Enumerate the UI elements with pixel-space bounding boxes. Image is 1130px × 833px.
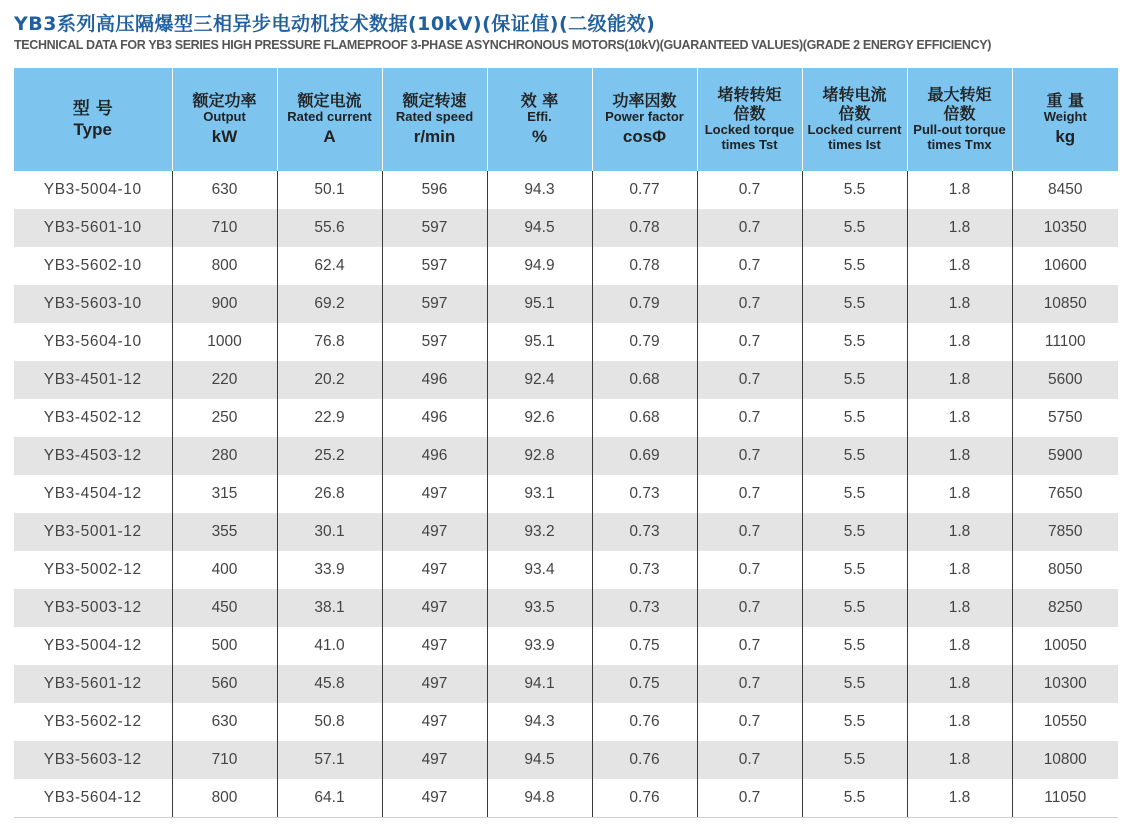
table-row (14, 665, 1118, 703)
header-type (14, 68, 172, 171)
cell-output: 630 (172, 703, 277, 741)
cell-efficiency: 92.6 (487, 399, 592, 437)
cell-weight: 10050 (1012, 627, 1118, 665)
cell-type: YB3-5004-10 (43, 181, 142, 198)
cell-locked-torque: 0.7 (697, 247, 802, 285)
cell-efficiency: 94.5 (487, 741, 592, 779)
cell-locked-torque: 0.7 (697, 209, 802, 247)
cell-pull-out-torque: 1.8 (907, 285, 1012, 323)
cell-power-factor: 0.79 (592, 285, 697, 323)
cell-type: YB3-5003-12 (14, 589, 172, 627)
cell-type: YB3-5002-12 (43, 561, 142, 578)
cell-rated-current: 62.4 (277, 247, 382, 285)
cell-locked-current: 5.5 (802, 209, 907, 247)
cell-rated-speed: 496 (382, 437, 487, 475)
cell-output: 800 (172, 247, 277, 285)
table-row (14, 779, 1118, 818)
cell-rated-current: 33.9 (277, 551, 382, 589)
header-unit: kW (211, 127, 238, 147)
cell-rated-current: 55.6 (277, 209, 382, 247)
cell-type: YB3-5001-12 (14, 513, 172, 551)
cell-locked-torque: 0.7 (697, 627, 802, 665)
cell-weight: 8250 (1012, 589, 1118, 627)
cell-type: YB3-5604-10 (43, 333, 142, 350)
header-label-en: Locked torque (704, 121, 795, 137)
cell-output: 500 (172, 627, 277, 665)
cell-pull-out-torque: 1.8 (907, 399, 1012, 437)
table-header-row (14, 68, 1118, 171)
cell-pull-out-torque: 1.8 (907, 437, 1012, 475)
cell-weight: 8050 (1012, 551, 1118, 589)
header-label-cn: 效 率 (520, 91, 559, 111)
header-label-en-2: times Tmx (927, 136, 992, 152)
cell-power-factor: 0.68 (592, 399, 697, 437)
header-label-cn: 堵转转矩 (717, 85, 782, 105)
cell-power-factor: 0.77 (592, 171, 697, 209)
table-row (14, 551, 1118, 589)
cell-locked-current: 5.5 (802, 513, 907, 551)
cell-locked-torque: 0.7 (697, 323, 802, 361)
cell-rated-current: 76.8 (277, 323, 382, 361)
table-row (14, 247, 1118, 285)
cell-weight: 10600 (1012, 247, 1118, 285)
cell-power-factor: 0.73 (592, 589, 697, 627)
cell-output: 900 (172, 285, 277, 323)
cell-power-factor: 0.73 (592, 551, 697, 589)
cell-rated-speed: 497 (382, 779, 487, 818)
cell-pull-out-torque: 1.8 (907, 323, 1012, 361)
cell-rated-speed: 597 (382, 323, 487, 361)
cell-pull-out-torque: 1.8 (907, 361, 1012, 399)
cell-locked-current: 5.5 (802, 627, 907, 665)
table-row (14, 589, 1118, 627)
header-label-cn-2: 倍数 (838, 103, 871, 123)
cell-efficiency: 95.1 (487, 285, 592, 323)
header-label-cn: 额定功率 (192, 91, 257, 111)
cell-power-factor: 0.76 (592, 703, 697, 741)
header-label-en: Output (203, 109, 246, 125)
cell-weight: 10300 (1012, 665, 1118, 703)
cell-rated-speed: 497 (382, 551, 487, 589)
header-efficiency (487, 68, 592, 171)
cell-efficiency: 93.5 (487, 589, 592, 627)
table-row (14, 323, 1118, 361)
cell-pull-out-torque: 1.8 (907, 475, 1012, 513)
table-row (14, 285, 1118, 323)
header-locked-torque (697, 68, 802, 171)
header-unit: % (531, 127, 548, 147)
header-unit: r/min (413, 127, 456, 147)
cell-efficiency: 94.1 (487, 665, 592, 703)
cell-efficiency: 92.4 (487, 361, 592, 399)
cell-weight: 11050 (1012, 779, 1118, 818)
technical-data-table (14, 68, 1118, 818)
cell-rated-speed: 497 (382, 627, 487, 665)
cell-rated-current: 20.2 (277, 361, 382, 399)
cell-power-factor: 0.78 (592, 247, 697, 285)
cell-rated-current: 41.0 (277, 627, 382, 665)
table-row (14, 513, 1118, 551)
cell-type: YB3-5601-12 (14, 665, 172, 703)
cell-rated-speed: 596 (382, 171, 487, 209)
cell-pull-out-torque: 1.8 (907, 703, 1012, 741)
cell-output: 220 (172, 361, 277, 399)
header-label-en: Effi. (527, 109, 552, 125)
cell-type: YB3-4504-12 (43, 485, 142, 502)
cell-locked-current: 5.5 (802, 285, 907, 323)
cell-efficiency: 94.8 (487, 779, 592, 818)
cell-pull-out-torque: 1.8 (907, 247, 1012, 285)
header-output (172, 68, 277, 171)
cell-power-factor: 0.75 (592, 665, 697, 703)
cell-output: 630 (172, 171, 277, 209)
cell-locked-current: 5.5 (802, 551, 907, 589)
cell-efficiency: 92.8 (487, 437, 592, 475)
header-rated-speed (382, 68, 487, 171)
cell-rated-current: 50.8 (277, 703, 382, 741)
cell-output: 315 (172, 475, 277, 513)
header-label-cn: 额定电流 (297, 91, 362, 111)
cell-power-factor: 0.78 (592, 209, 697, 247)
table-body (14, 171, 1118, 818)
header-label-cn-2: 倍数 (943, 103, 976, 123)
header-label-en: Locked current (807, 121, 902, 137)
cell-pull-out-torque: 1.8 (907, 551, 1012, 589)
cell-rated-current: 45.8 (277, 665, 382, 703)
cell-power-factor: 0.68 (592, 361, 697, 399)
header-power-factor (592, 68, 697, 171)
cell-pull-out-torque: 1.8 (907, 665, 1012, 703)
header-label-en: Weight (1043, 109, 1087, 125)
cell-efficiency: 93.2 (487, 513, 592, 551)
cell-type: YB3-4503-12 (14, 437, 172, 475)
cell-output: 560 (172, 665, 277, 703)
cell-type: YB3-4502-12 (43, 409, 142, 426)
cell-locked-current: 5.5 (802, 665, 907, 703)
cell-locked-current: 5.5 (802, 361, 907, 399)
cell-rated-current: 30.1 (277, 513, 382, 551)
cell-output: 355 (172, 513, 277, 551)
cell-locked-current: 5.5 (802, 171, 907, 209)
cell-rated-speed: 497 (382, 665, 487, 703)
cell-rated-speed: 497 (382, 513, 487, 551)
cell-type: YB3-5602-10 (43, 257, 142, 274)
cell-type: YB3-5603-10 (14, 285, 172, 323)
cell-weight: 5600 (1012, 361, 1118, 399)
cell-output: 710 (172, 741, 277, 779)
cell-weight: 5750 (1012, 399, 1118, 437)
cell-weight: 7650 (1012, 475, 1118, 513)
cell-pull-out-torque: 1.8 (907, 171, 1012, 209)
cell-power-factor: 0.69 (592, 437, 697, 475)
cell-locked-torque: 0.7 (697, 741, 802, 779)
cell-rated-speed: 497 (382, 589, 487, 627)
cell-output: 450 (172, 589, 277, 627)
header-weight (1012, 68, 1118, 171)
cell-efficiency: 94.5 (487, 209, 592, 247)
cell-power-factor: 0.73 (592, 513, 697, 551)
cell-locked-torque: 0.7 (697, 665, 802, 703)
cell-efficiency: 94.3 (487, 703, 592, 741)
header-rated-current (277, 68, 382, 171)
header-label-en: Rated speed (395, 109, 474, 125)
header-label-en: Power factor (605, 109, 684, 125)
cell-weight: 7850 (1012, 513, 1118, 551)
cell-power-factor: 0.75 (592, 627, 697, 665)
header-label-cn: 功率因数 (612, 91, 677, 111)
cell-locked-current: 5.5 (802, 399, 907, 437)
page-subtitle: TECHNICAL DATA FOR YB3 SERIES HIGH PRESSURE FLAMEPROOF 3-PHASE ASYNCHRONOUS MOTORS(10kV)(GUARANTEED VALUES)(GRADE 2 ENERGY EFFICIENCY) (14, 38, 992, 52)
header-label-en-2: times Tst (721, 136, 778, 152)
cell-weight: 11100 (1012, 323, 1118, 361)
cell-weight: 10850 (1012, 285, 1118, 323)
cell-pull-out-torque: 1.8 (907, 627, 1012, 665)
cell-rated-current: 57.1 (277, 741, 382, 779)
cell-type: YB3-5601-10 (14, 209, 172, 247)
cell-rated-current: 26.8 (277, 475, 382, 513)
cell-efficiency: 94.3 (487, 171, 592, 209)
cell-pull-out-torque: 1.8 (907, 513, 1012, 551)
header-label-en-2: times Ist (828, 136, 881, 152)
cell-rated-speed: 597 (382, 209, 487, 247)
header-label-cn-2: 倍数 (733, 103, 766, 123)
cell-locked-torque: 0.7 (697, 285, 802, 323)
cell-rated-speed: 597 (382, 247, 487, 285)
cell-rated-speed: 497 (382, 475, 487, 513)
cell-output: 280 (172, 437, 277, 475)
cell-output: 710 (172, 209, 277, 247)
cell-type: YB3-4501-12 (14, 361, 172, 399)
header-locked-current (802, 68, 907, 171)
cell-weight: 10800 (1012, 741, 1118, 779)
header-pull-out-torque (907, 68, 1012, 171)
cell-rated-current: 25.2 (277, 437, 382, 475)
cell-locked-current: 5.5 (802, 741, 907, 779)
table-row (14, 475, 1118, 513)
cell-locked-torque: 0.7 (697, 551, 802, 589)
cell-power-factor: 0.76 (592, 741, 697, 779)
cell-locked-current: 5.5 (802, 589, 907, 627)
cell-pull-out-torque: 1.8 (907, 209, 1012, 247)
cell-power-factor: 0.73 (592, 475, 697, 513)
cell-rated-current: 69.2 (277, 285, 382, 323)
cell-rated-current: 22.9 (277, 399, 382, 437)
table-row (14, 171, 1118, 209)
header-unit: cosΦ (622, 127, 667, 147)
cell-efficiency: 93.4 (487, 551, 592, 589)
table-row (14, 361, 1118, 399)
header-label-cn: 重 量 (1046, 91, 1085, 111)
header-label-cn: 最大转矩 (927, 85, 992, 105)
cell-locked-current: 5.5 (802, 323, 907, 361)
cell-weight: 8450 (1012, 171, 1118, 209)
cell-output: 800 (172, 779, 277, 818)
cell-rated-current: 64.1 (277, 779, 382, 818)
cell-pull-out-torque: 1.8 (907, 741, 1012, 779)
cell-efficiency: 93.9 (487, 627, 592, 665)
cell-weight: 5900 (1012, 437, 1118, 475)
cell-type: YB3-5604-12 (14, 779, 172, 818)
cell-efficiency: 95.1 (487, 323, 592, 361)
cell-locked-torque: 0.7 (697, 589, 802, 627)
cell-locked-torque: 0.7 (697, 703, 802, 741)
cell-locked-torque: 0.7 (697, 513, 802, 551)
page-title: YB3系列高压隔爆型三相异步电动机技术数据(10kV)(保证值)(二级能效) (14, 13, 656, 35)
cell-rated-speed: 497 (382, 741, 487, 779)
cell-pull-out-torque: 1.8 (907, 779, 1012, 818)
cell-locked-current: 5.5 (802, 437, 907, 475)
cell-locked-torque: 0.7 (697, 361, 802, 399)
table-row (14, 209, 1118, 247)
cell-type: YB3-5602-12 (43, 713, 142, 730)
header-label-en: Type (73, 119, 112, 139)
header-label-cn: 额定转速 (402, 91, 467, 111)
cell-output: 250 (172, 399, 277, 437)
header-label-en: Rated current (287, 109, 372, 125)
cell-rated-speed: 597 (382, 285, 487, 323)
cell-locked-current: 5.5 (802, 475, 907, 513)
table-row (14, 703, 1118, 741)
cell-locked-torque: 0.7 (697, 437, 802, 475)
table-row (14, 437, 1118, 475)
cell-weight: 10550 (1012, 703, 1118, 741)
table-row (14, 741, 1118, 779)
cell-pull-out-torque: 1.8 (907, 589, 1012, 627)
cell-efficiency: 93.1 (487, 475, 592, 513)
header-label-cn: 堵转电流 (822, 85, 887, 105)
table-row (14, 627, 1118, 665)
cell-type: YB3-5603-12 (14, 741, 172, 779)
cell-weight: 10350 (1012, 209, 1118, 247)
cell-output: 1000 (172, 323, 277, 361)
cell-rated-current: 38.1 (277, 589, 382, 627)
header-unit: kg (1055, 127, 1076, 147)
cell-power-factor: 0.76 (592, 779, 697, 818)
cell-type: YB3-5004-12 (43, 637, 142, 654)
cell-locked-torque: 0.7 (697, 779, 802, 818)
header-label-en: Pull-out torque (913, 121, 1006, 137)
cell-power-factor: 0.79 (592, 323, 697, 361)
cell-rated-speed: 496 (382, 399, 487, 437)
cell-locked-current: 5.5 (802, 247, 907, 285)
header-unit: A (323, 127, 336, 147)
cell-locked-torque: 0.7 (697, 171, 802, 209)
cell-rated-speed: 496 (382, 361, 487, 399)
cell-output: 400 (172, 551, 277, 589)
cell-locked-torque: 0.7 (697, 399, 802, 437)
cell-locked-torque: 0.7 (697, 475, 802, 513)
cell-locked-current: 5.5 (802, 779, 907, 818)
cell-locked-current: 5.5 (802, 703, 907, 741)
table-row (14, 399, 1118, 437)
header-label-cn: 型 号 (72, 98, 113, 119)
cell-rated-current: 50.1 (277, 171, 382, 209)
cell-rated-speed: 497 (382, 703, 487, 741)
cell-efficiency: 94.9 (487, 247, 592, 285)
